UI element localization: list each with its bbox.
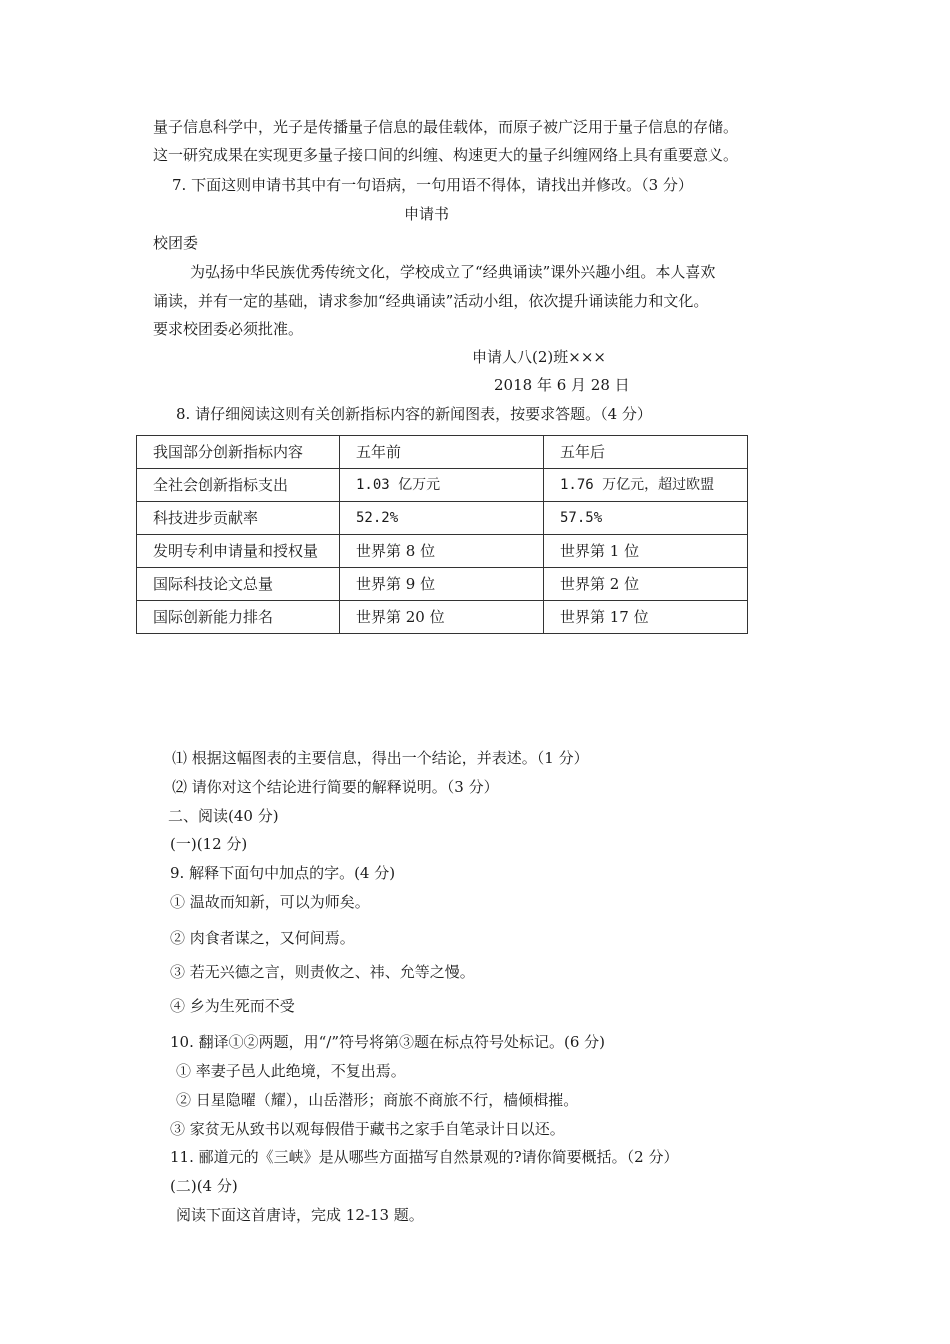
innovation-indicator-table	[136, 435, 748, 634]
intro-line-1: 量子信息科学中，光子是传播量子信息的最佳载体，而原子被广泛用于量子信息的存储。	[153, 118, 739, 136]
question-9-item-4: ④ 乡为生死而不受	[170, 997, 295, 1015]
table-cell: 国际创新能力排名	[137, 601, 340, 634]
table-cell: 科技进步贡献率	[137, 502, 340, 535]
question-7-prompt: 7. 下面这则申请书其中有一句语病，一句用语不得体，请找出并修改。（3 分）	[172, 176, 693, 194]
section-2-heading: 二、阅读(40 分)	[168, 807, 279, 825]
table-row	[137, 502, 748, 535]
question-10-item-2: ② 日星隐曜（耀），山岳潜形；商旅不商旅不行，樯倾楫摧。	[176, 1091, 579, 1109]
question-10-prompt: 10. 翻译①②两题，用“/”符号将第③题在标点符号处标记。(6 分)	[170, 1033, 606, 1051]
letter-body-line-3: 要求校团委必须批准。	[153, 320, 304, 338]
letter-signature: 申请人八(2)班×××	[472, 348, 606, 366]
table-header-row	[137, 436, 748, 469]
letter-title: 申请书	[404, 205, 450, 223]
table-row	[137, 568, 748, 601]
letter-body-line-1: 为弘扬中华民族优秀传统文化，学校成立了“经典诵读”课外兴趣小组。本人喜欢	[190, 263, 716, 281]
table-cell: 发明专利申请量和授权量	[137, 535, 340, 568]
table-row	[137, 601, 748, 634]
table-cell: 世界第 8 位	[340, 535, 544, 568]
table-header-cell: 我国部分创新指标内容	[137, 436, 340, 469]
intro-line-2: 这一研究成果在实现更多量子接口间的纠缠、构速更大的量子纠缠网络上具有重要意义。	[153, 146, 739, 164]
table-cell: 57.5%	[544, 502, 748, 535]
table-cell: 世界第 9 位	[340, 568, 544, 601]
letter-salutation: 校团委	[153, 234, 199, 252]
table-cell: 世界第 20 位	[340, 601, 544, 634]
question-9-item-2: ② 肉食者谋之，又何间焉。	[170, 929, 355, 947]
table-cell: 世界第 17 位	[544, 601, 748, 634]
question-9-item-3: ③ 若无兴德之言，则责攸之、祎、允等之慢。	[170, 963, 475, 981]
table-header-cell: 五年后	[544, 436, 748, 469]
question-8-sub-2: ⑵ 请你对这个结论进行简要的解释说明。（3 分）	[172, 778, 499, 796]
table-cell: 1.03 亿万元	[340, 469, 544, 502]
question-8-prompt: 8. 请仔细阅读这则有关创新指标内容的新闻图表，按要求答题。（4 分）	[176, 405, 652, 423]
letter-date: 2018 年 6 月 28 日	[494, 376, 630, 394]
question-9-item-1: ① 温故而知新，可以为师矣。	[170, 893, 370, 911]
section-2-part-2: (二)(4 分)	[170, 1177, 238, 1195]
table-cell: 52.2%	[340, 502, 544, 535]
table-row	[137, 469, 748, 502]
section-2-part-1: (一)(12 分)	[170, 835, 248, 853]
section-2-part-2-intro: 阅读下面这首唐诗，完成 12-13 题。	[176, 1206, 424, 1224]
question-10-item-1: ① 率妻子邑人此绝境，不复出焉。	[176, 1062, 406, 1080]
table-cell: 1.76 万亿元，超过欧盟	[544, 469, 748, 502]
letter-body-line-2: 诵读，并有一定的基础，请求参加“经典诵读”活动小组，依次提升诵读能力和文化。	[153, 292, 709, 310]
table-header-cell: 五年前	[340, 436, 544, 469]
question-10-item-3: ③ 家贫无从致书以观每假借于藏书之家手自笔录计日以还。	[170, 1120, 565, 1138]
question-11-prompt: 11. 郦道元的《三峡》是从哪些方面描写自然景观的?请你简要概括。（2 分）	[170, 1148, 679, 1166]
question-9-prompt: 9. 解释下面句中加点的字。(4 分)	[170, 864, 396, 882]
table-cell: 世界第 1 位	[544, 535, 748, 568]
table-cell: 国际科技论文总量	[137, 568, 340, 601]
table-row	[137, 535, 748, 568]
table-cell: 全社会创新指标支出	[137, 469, 340, 502]
question-8-sub-1: ⑴ 根据这幅图表的主要信息，得出一个结论，并表述。（1 分）	[172, 749, 589, 767]
table-cell: 世界第 2 位	[544, 568, 748, 601]
